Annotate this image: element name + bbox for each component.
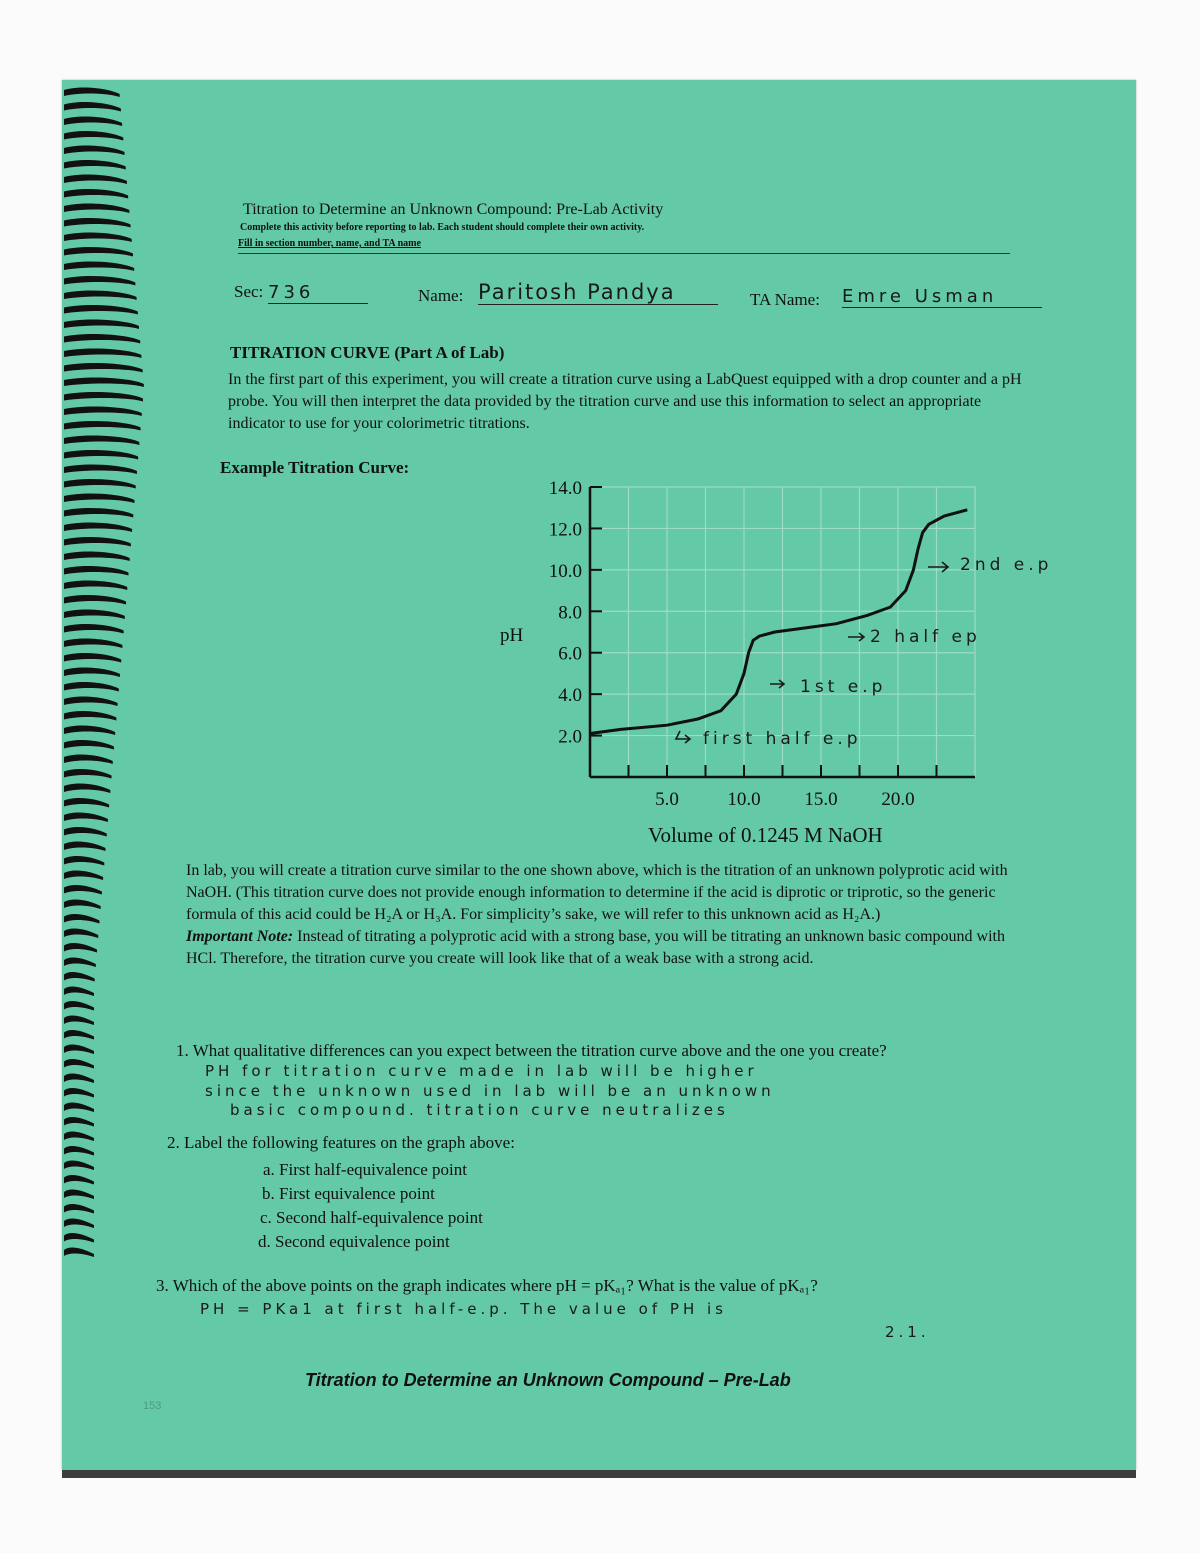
x-tick-label: 5.0: [655, 789, 679, 810]
feature-item-d: d. Second equivalence point: [258, 1232, 450, 1251]
annotation-second-ep: 2nd e.p: [960, 555, 1053, 575]
ta-name-label: TA Name:: [750, 290, 820, 309]
answer-1-line-2[interactable]: since the unknown used in lab will be an unknown: [205, 1082, 775, 1100]
body-paragraph: [186, 860, 1016, 970]
x-tick-label: 20.0: [881, 789, 915, 810]
ta-name-field[interactable]: Emre Usman: [842, 286, 1042, 308]
example-curve-label: Example Titration Curve:: [220, 458, 410, 477]
y-tick-label: 6.0: [558, 643, 582, 665]
y-tick-label: 8.0: [558, 602, 582, 624]
chart-annotations: [676, 555, 1052, 749]
y-axis-label: pH: [500, 625, 524, 646]
important-note-text: Instead of titrating a polyprotic acid with a strong base, you will be titrating an unknown basic compound with HCl. Therefore, the titration curve you create will look like that of a weak base with a strong acid.: [186, 928, 1005, 967]
page-number: 153: [143, 1400, 162, 1412]
feature-item-b: b. First equivalence point: [262, 1184, 435, 1203]
footer-title: Titration to Determine an Unknown Compound – Pre-Lab: [305, 1370, 791, 1390]
important-note-label: Important Note:: [186, 928, 294, 945]
arrow-icon: [848, 633, 864, 641]
worksheet-title: Titration to Determine an Unknown Compound: Pre-Lab Activity: [243, 201, 664, 218]
sec-field[interactable]: 736: [268, 282, 368, 304]
answer-3-line-2[interactable]: 2.1.: [885, 1323, 930, 1341]
y-tick-label: 10.0: [548, 560, 582, 582]
y-tick-label: 14.0: [548, 478, 582, 499]
name-label: Name:: [418, 286, 464, 305]
arrow-icon: [928, 562, 948, 572]
sec-label: Sec:: [234, 282, 264, 301]
titration-curve-line: [590, 510, 967, 734]
question-1: 1. What qualitative differences can you expect between the titration curve above and the one you create?: [176, 1041, 887, 1060]
answer-3-line-1[interactable]: PH = PKa1 at first half-e.p. The value of PH is: [200, 1300, 727, 1318]
y-tick-label: 2.0: [558, 726, 582, 748]
section-heading: TITRATION CURVE (Part A of Lab): [230, 343, 505, 362]
feature-item-c: c. Second half-equivalence point: [260, 1208, 483, 1227]
y-tick-label: 4.0: [558, 685, 582, 707]
answer-1-line-1[interactable]: PH for titration curve made in lab will be higher: [205, 1062, 758, 1080]
name-field[interactable]: Paritosh Pandya: [478, 280, 718, 305]
y-tick-label: 12.0: [548, 519, 582, 541]
worksheet-instruction: Complete this activity before reporting to lab. Each student should complete their own activity.: [240, 222, 645, 233]
x-tick-label: 10.0: [727, 789, 761, 810]
intro-paragraph: In the first part of this experiment, you will create a titration curve using a LabQuest equipped with a drop counter and a pH probe. You will then interpret the data provided by the titration curve and use this information to select an appropriate indicator to use for your colorimetric titrations.: [228, 371, 1022, 432]
x-axis-label: Volume of 0.1245 M NaOH: [648, 823, 883, 847]
question-3: 3. Which of the above points on the graph indicates where pH = pKₐ₁? What is the value of pKₐ₁?: [156, 1276, 818, 1295]
body-text: In lab, you will create a titration curve similar to the one shown above, which is the titration of an unknown polyprotic acid with NaOH. (This titration curve does not provide enough information to determine if the acid is diprotic or triprotic, so the generic formula of this acid could be H₂A or H₃A. For simplicity’s sake, we will refer to this unknown acid as H₂A.): [186, 862, 1008, 923]
feature-item-a: a. First half-equivalence point: [263, 1160, 467, 1179]
arrow-icon: [676, 731, 690, 743]
annotation-first-half-ep: first half e.p: [703, 729, 862, 749]
annotation-second-half-ep: 2 half ep: [870, 627, 981, 647]
question-2: 2. Label the following features on the graph above:: [167, 1133, 515, 1152]
fill-in-instruction: Fill in section number, name, and TA name: [238, 238, 421, 249]
x-tick-label: 15.0: [804, 789, 838, 810]
answer-1-line-3[interactable]: basic compound. titration curve neutralizes: [230, 1101, 729, 1119]
annotation-first-ep: 1st e.p: [800, 677, 887, 697]
